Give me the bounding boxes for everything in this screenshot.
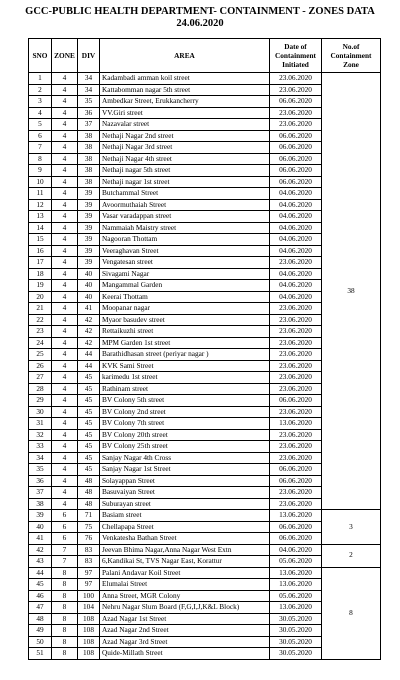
date-cell: 30.05.2020 xyxy=(270,613,322,625)
sno-cell: 24 xyxy=(29,337,52,349)
div-cell: 45 xyxy=(78,395,100,407)
date-cell: 06.06.2020 xyxy=(270,475,322,487)
area-cell: Basuvaiyan Street xyxy=(100,487,270,499)
div-cell: 38 xyxy=(78,153,100,165)
zone-cell: 6 xyxy=(52,521,78,533)
zone-cell: 4 xyxy=(52,73,78,85)
sno-cell: 23 xyxy=(29,326,52,338)
zone-cell: 8 xyxy=(52,579,78,591)
area-cell: Myaor basudev street xyxy=(100,314,270,326)
area-cell: Keerai Thottam xyxy=(100,291,270,303)
area-cell: BV Colony 20th street xyxy=(100,429,270,441)
date-cell: 23.06.2020 xyxy=(270,257,322,269)
date-cell: 13.06.2020 xyxy=(270,602,322,614)
div-cell: 37 xyxy=(78,119,100,131)
sno-cell: 8 xyxy=(29,153,52,165)
area-cell: KVK Sami Street xyxy=(100,360,270,372)
date-cell: 13.06.2020 xyxy=(270,567,322,579)
sno-cell: 1 xyxy=(29,73,52,85)
div-cell: 75 xyxy=(78,521,100,533)
div-cell: 39 xyxy=(78,211,100,223)
date-cell: 06.06.2020 xyxy=(270,521,322,533)
date-cell: 04.06.2020 xyxy=(270,188,322,200)
div-cell: 97 xyxy=(78,567,100,579)
date-cell: 23.06.2020 xyxy=(270,372,322,384)
zone-cell: 4 xyxy=(52,406,78,418)
div-cell: 38 xyxy=(78,142,100,154)
div-cell: 40 xyxy=(78,268,100,280)
date-cell: 04.06.2020 xyxy=(270,211,322,223)
date-cell: 23.06.2020 xyxy=(270,73,322,85)
area-cell: Nethaji nagar 5th street xyxy=(100,165,270,177)
div-cell: 39 xyxy=(78,257,100,269)
zone-cell: 4 xyxy=(52,107,78,119)
header-sno: SNO xyxy=(29,39,52,73)
date-cell: 23.06.2020 xyxy=(270,452,322,464)
sno-cell: 39 xyxy=(29,510,52,522)
sno-cell: 50 xyxy=(29,636,52,648)
zone-cell: 7 xyxy=(52,544,78,556)
div-cell: 48 xyxy=(78,475,100,487)
area-cell: Nagooran Thottam xyxy=(100,234,270,246)
area-cell: BV Colony 25th street xyxy=(100,441,270,453)
zone-cell: 4 xyxy=(52,176,78,188)
date-cell: 06.06.2020 xyxy=(270,96,322,108)
div-cell: 48 xyxy=(78,498,100,510)
div-cell: 108 xyxy=(78,636,100,648)
area-cell: Nethaji nagar 1st street xyxy=(100,176,270,188)
date-cell: 23.06.2020 xyxy=(270,406,322,418)
sno-cell: 34 xyxy=(29,452,52,464)
area-cell: Nethaji Nagar 2nd street xyxy=(100,130,270,142)
area-cell: Sivagami Nagar xyxy=(100,268,270,280)
div-cell: 45 xyxy=(78,429,100,441)
area-cell: 6,Kandikai St, TVS Nagar East, Korattur xyxy=(100,556,270,568)
date-cell: 13.06.2020 xyxy=(270,418,322,430)
area-cell: VV.Giri street xyxy=(100,107,270,119)
area-cell: Jeevan Bhima Nagar,Anna Nagar West Extn xyxy=(100,544,270,556)
zone-cell: 4 xyxy=(52,268,78,280)
zone-cell: 4 xyxy=(52,441,78,453)
sno-cell: 48 xyxy=(29,613,52,625)
area-cell: Nammaiah Maistry street xyxy=(100,222,270,234)
date-cell: 04.06.2020 xyxy=(270,199,322,211)
div-cell: 97 xyxy=(78,579,100,591)
zone-cell: 4 xyxy=(52,257,78,269)
div-cell: 39 xyxy=(78,245,100,257)
zone-cell: 4 xyxy=(52,418,78,430)
area-cell: Sanjay Nagar 4th Cross xyxy=(100,452,270,464)
containment-zones-table xyxy=(28,38,381,660)
zone-cell: 6 xyxy=(52,510,78,522)
date-cell: 05.06.2020 xyxy=(270,590,322,602)
div-cell: 40 xyxy=(78,280,100,292)
area-cell: Suburayan street xyxy=(100,498,270,510)
area-cell: Nehru Nagar Slum Board (F,G,I,J,K&L Block) xyxy=(100,602,270,614)
area-cell: Elumalai Street xyxy=(100,579,270,591)
div-cell: 39 xyxy=(78,222,100,234)
containment-zone-count-cell: 2 xyxy=(322,544,381,567)
zone-cell: 4 xyxy=(52,372,78,384)
sno-cell: 18 xyxy=(29,268,52,280)
div-cell: 44 xyxy=(78,349,100,361)
sno-cell: 2 xyxy=(29,84,52,96)
area-cell: Quide-Millath Street xyxy=(100,648,270,660)
date-cell: 04.06.2020 xyxy=(270,544,322,556)
header-zone: ZONE xyxy=(52,39,78,73)
date-cell: 23.06.2020 xyxy=(270,429,322,441)
sno-cell: 38 xyxy=(29,498,52,510)
div-cell: 45 xyxy=(78,406,100,418)
date-cell: 23.06.2020 xyxy=(270,337,322,349)
header-div: DIV xyxy=(78,39,100,73)
sno-cell: 46 xyxy=(29,590,52,602)
sno-cell: 26 xyxy=(29,360,52,372)
date-cell: 06.06.2020 xyxy=(270,533,322,545)
sno-cell: 21 xyxy=(29,303,52,315)
date-cell: 06.06.2020 xyxy=(270,395,322,407)
div-cell: 108 xyxy=(78,625,100,637)
date-cell: 23.06.2020 xyxy=(270,84,322,96)
table-header-row xyxy=(29,39,381,73)
date-cell: 06.06.2020 xyxy=(270,176,322,188)
zone-cell: 4 xyxy=(52,464,78,476)
div-cell: 42 xyxy=(78,337,100,349)
zone-cell: 4 xyxy=(52,349,78,361)
area-cell: Basiam street xyxy=(100,510,270,522)
area-cell: karimedu 1st street xyxy=(100,372,270,384)
div-cell: 42 xyxy=(78,326,100,338)
area-cell: Mangammal Garden xyxy=(100,280,270,292)
zone-cell: 4 xyxy=(52,280,78,292)
date-cell: 04.06.2020 xyxy=(270,291,322,303)
sno-cell: 49 xyxy=(29,625,52,637)
zone-cell: 4 xyxy=(52,211,78,223)
zone-cell: 4 xyxy=(52,303,78,315)
sno-cell: 9 xyxy=(29,165,52,177)
sno-cell: 27 xyxy=(29,372,52,384)
date-cell: 23.06.2020 xyxy=(270,119,322,131)
table-row xyxy=(29,510,381,522)
div-cell: 76 xyxy=(78,533,100,545)
sno-cell: 30 xyxy=(29,406,52,418)
date-cell: 06.06.2020 xyxy=(270,142,322,154)
table-row xyxy=(29,73,381,85)
sno-cell: 42 xyxy=(29,544,52,556)
div-cell: 42 xyxy=(78,314,100,326)
div-cell: 39 xyxy=(78,199,100,211)
area-cell: BV Colony 5th street xyxy=(100,395,270,407)
div-cell: 40 xyxy=(78,291,100,303)
div-cell: 83 xyxy=(78,544,100,556)
date-cell: 23.06.2020 xyxy=(270,441,322,453)
div-cell: 108 xyxy=(78,648,100,660)
area-cell: Rathinam street xyxy=(100,383,270,395)
area-cell: Chellapapa Street xyxy=(100,521,270,533)
table-body xyxy=(29,73,381,660)
date-cell: 06.06.2020 xyxy=(270,464,322,476)
date-cell: 30.05.2020 xyxy=(270,636,322,648)
table-row xyxy=(29,567,381,579)
zone-cell: 8 xyxy=(52,602,78,614)
zone-cell: 7 xyxy=(52,556,78,568)
zone-cell: 4 xyxy=(52,383,78,395)
sno-cell: 17 xyxy=(29,257,52,269)
title-line-1: GCC-PUBLIC HEALTH DEPARTMENT- CONTAINMENT - ZONES DATA xyxy=(25,6,375,17)
sno-cell: 13 xyxy=(29,211,52,223)
area-cell: Kadambadi amman koil street xyxy=(100,73,270,85)
area-cell: Anna Street, MGR Colony xyxy=(100,590,270,602)
div-cell: 45 xyxy=(78,372,100,384)
div-cell: 45 xyxy=(78,464,100,476)
div-cell: 34 xyxy=(78,73,100,85)
sno-cell: 10 xyxy=(29,176,52,188)
date-cell: 04.06.2020 xyxy=(270,280,322,292)
div-cell: 100 xyxy=(78,590,100,602)
div-cell: 35 xyxy=(78,96,100,108)
sno-cell: 4 xyxy=(29,107,52,119)
zone-cell: 4 xyxy=(52,429,78,441)
sno-cell: 3 xyxy=(29,96,52,108)
date-cell: 23.06.2020 xyxy=(270,383,322,395)
date-cell: 04.06.2020 xyxy=(270,234,322,246)
area-cell: Azad Nagar 3rd Street xyxy=(100,636,270,648)
area-cell: Vengatesan street xyxy=(100,257,270,269)
area-cell: Venkatesha Bathan Street xyxy=(100,533,270,545)
area-cell: Azad Nagar 2nd Street xyxy=(100,625,270,637)
date-cell: 30.05.2020 xyxy=(270,625,322,637)
sno-cell: 20 xyxy=(29,291,52,303)
zone-cell: 4 xyxy=(52,188,78,200)
area-cell: Moopanar nagar xyxy=(100,303,270,315)
zone-cell: 8 xyxy=(52,567,78,579)
div-cell: 108 xyxy=(78,613,100,625)
date-cell: 13.06.2020 xyxy=(270,579,322,591)
div-cell: 48 xyxy=(78,487,100,499)
sno-cell: 22 xyxy=(29,314,52,326)
date-cell: 06.06.2020 xyxy=(270,130,322,142)
sno-cell: 5 xyxy=(29,119,52,131)
zone-cell: 4 xyxy=(52,199,78,211)
zone-cell: 4 xyxy=(52,487,78,499)
zone-cell: 8 xyxy=(52,613,78,625)
zone-cell: 4 xyxy=(52,337,78,349)
area-cell: Butchammal Street xyxy=(100,188,270,200)
area-cell: Barathidhasan street (periyar nagar ) xyxy=(100,349,270,361)
area-cell: Kattabomman nagar 5th street xyxy=(100,84,270,96)
date-cell: 23.06.2020 xyxy=(270,487,322,499)
div-cell: 38 xyxy=(78,165,100,177)
div-cell: 83 xyxy=(78,556,100,568)
area-cell: Nethaji Nagar 4th street xyxy=(100,153,270,165)
sno-cell: 6 xyxy=(29,130,52,142)
zone-cell: 4 xyxy=(52,142,78,154)
sno-cell: 45 xyxy=(29,579,52,591)
area-cell: Rettaikuzhi street xyxy=(100,326,270,338)
div-cell: 44 xyxy=(78,360,100,372)
sno-cell: 32 xyxy=(29,429,52,441)
date-cell: 23.06.2020 xyxy=(270,326,322,338)
sno-cell: 51 xyxy=(29,648,52,660)
div-cell: 39 xyxy=(78,234,100,246)
date-cell: 23.06.2020 xyxy=(270,360,322,372)
div-cell: 45 xyxy=(78,452,100,464)
div-cell: 41 xyxy=(78,303,100,315)
zone-cell: 4 xyxy=(52,314,78,326)
div-cell: 36 xyxy=(78,107,100,119)
date-cell: 23.06.2020 xyxy=(270,314,322,326)
zone-cell: 4 xyxy=(52,498,78,510)
header-count: No.of Containment Zone xyxy=(322,39,381,73)
sno-cell: 28 xyxy=(29,383,52,395)
zone-cell: 4 xyxy=(52,84,78,96)
zone-cell: 4 xyxy=(52,96,78,108)
date-cell: 06.06.2020 xyxy=(270,165,322,177)
area-cell: Azad Nagar 1st Street xyxy=(100,613,270,625)
sno-cell: 33 xyxy=(29,441,52,453)
div-cell: 71 xyxy=(78,510,100,522)
sno-cell: 44 xyxy=(29,567,52,579)
zone-cell: 8 xyxy=(52,636,78,648)
zone-cell: 6 xyxy=(52,533,78,545)
area-cell: Avoormuthaiah Street xyxy=(100,199,270,211)
zone-cell: 8 xyxy=(52,648,78,660)
sno-cell: 14 xyxy=(29,222,52,234)
zone-cell: 4 xyxy=(52,475,78,487)
zone-cell: 8 xyxy=(52,625,78,637)
sno-cell: 29 xyxy=(29,395,52,407)
area-cell: Solayappan Street xyxy=(100,475,270,487)
sno-cell: 36 xyxy=(29,475,52,487)
containment-zone-count-cell: 3 xyxy=(322,510,381,545)
area-cell: Vasar varadappan street xyxy=(100,211,270,223)
sno-cell: 11 xyxy=(29,188,52,200)
date-cell: 23.06.2020 xyxy=(270,498,322,510)
date-cell: 04.06.2020 xyxy=(270,268,322,280)
area-cell: Nethaji Nagar 3rd street xyxy=(100,142,270,154)
div-cell: 38 xyxy=(78,130,100,142)
document-title xyxy=(0,6,400,30)
zone-cell: 4 xyxy=(52,222,78,234)
date-cell: 13.06.2020 xyxy=(270,510,322,522)
sno-cell: 47 xyxy=(29,602,52,614)
date-cell: 05.06.2020 xyxy=(270,556,322,568)
div-cell: 38 xyxy=(78,176,100,188)
sno-cell: 19 xyxy=(29,280,52,292)
div-cell: 39 xyxy=(78,188,100,200)
zone-cell: 4 xyxy=(52,119,78,131)
title-line-2: 24.06.2020 xyxy=(176,18,224,29)
containment-zone-count-cell: 38 xyxy=(322,73,381,510)
sno-cell: 25 xyxy=(29,349,52,361)
div-cell: 104 xyxy=(78,602,100,614)
zone-cell: 4 xyxy=(52,360,78,372)
div-cell: 45 xyxy=(78,383,100,395)
zone-cell: 4 xyxy=(52,326,78,338)
header-date: Date of Containment Initiated xyxy=(270,39,322,73)
date-cell: 06.06.2020 xyxy=(270,153,322,165)
zone-cell: 4 xyxy=(52,452,78,464)
sno-cell: 37 xyxy=(29,487,52,499)
date-cell: 04.06.2020 xyxy=(270,222,322,234)
zone-cell: 4 xyxy=(52,234,78,246)
area-cell: MPM Garden 1st street xyxy=(100,337,270,349)
sno-cell: 12 xyxy=(29,199,52,211)
area-cell: Sanjay Nagar 1st Street xyxy=(100,464,270,476)
zone-cell: 4 xyxy=(52,395,78,407)
zone-cell: 4 xyxy=(52,245,78,257)
table-row xyxy=(29,544,381,556)
area-cell: Nazavalar street xyxy=(100,119,270,131)
date-cell: 23.06.2020 xyxy=(270,349,322,361)
sno-cell: 40 xyxy=(29,521,52,533)
area-cell: Ambedkar Street, Erukkancherry xyxy=(100,96,270,108)
zone-cell: 4 xyxy=(52,130,78,142)
area-cell: Palani Andavar Koil Street xyxy=(100,567,270,579)
zone-cell: 8 xyxy=(52,590,78,602)
date-cell: 04.06.2020 xyxy=(270,245,322,257)
sno-cell: 35 xyxy=(29,464,52,476)
sno-cell: 16 xyxy=(29,245,52,257)
containment-zone-count-cell: 8 xyxy=(322,567,381,659)
area-cell: BV Colony 2nd street xyxy=(100,406,270,418)
area-cell: BV Colony 7th street xyxy=(100,418,270,430)
sno-cell: 31 xyxy=(29,418,52,430)
sno-cell: 43 xyxy=(29,556,52,568)
sno-cell: 15 xyxy=(29,234,52,246)
date-cell: 23.06.2020 xyxy=(270,107,322,119)
div-cell: 34 xyxy=(78,84,100,96)
zone-cell: 4 xyxy=(52,291,78,303)
date-cell: 23.06.2020 xyxy=(270,303,322,315)
div-cell: 45 xyxy=(78,418,100,430)
area-cell: Veeraghavan Street xyxy=(100,245,270,257)
zone-cell: 4 xyxy=(52,153,78,165)
div-cell: 45 xyxy=(78,441,100,453)
sno-cell: 7 xyxy=(29,142,52,154)
date-cell: 30.05.2020 xyxy=(270,648,322,660)
zone-cell: 4 xyxy=(52,165,78,177)
sno-cell: 41 xyxy=(29,533,52,545)
header-area: AREA xyxy=(100,39,270,73)
